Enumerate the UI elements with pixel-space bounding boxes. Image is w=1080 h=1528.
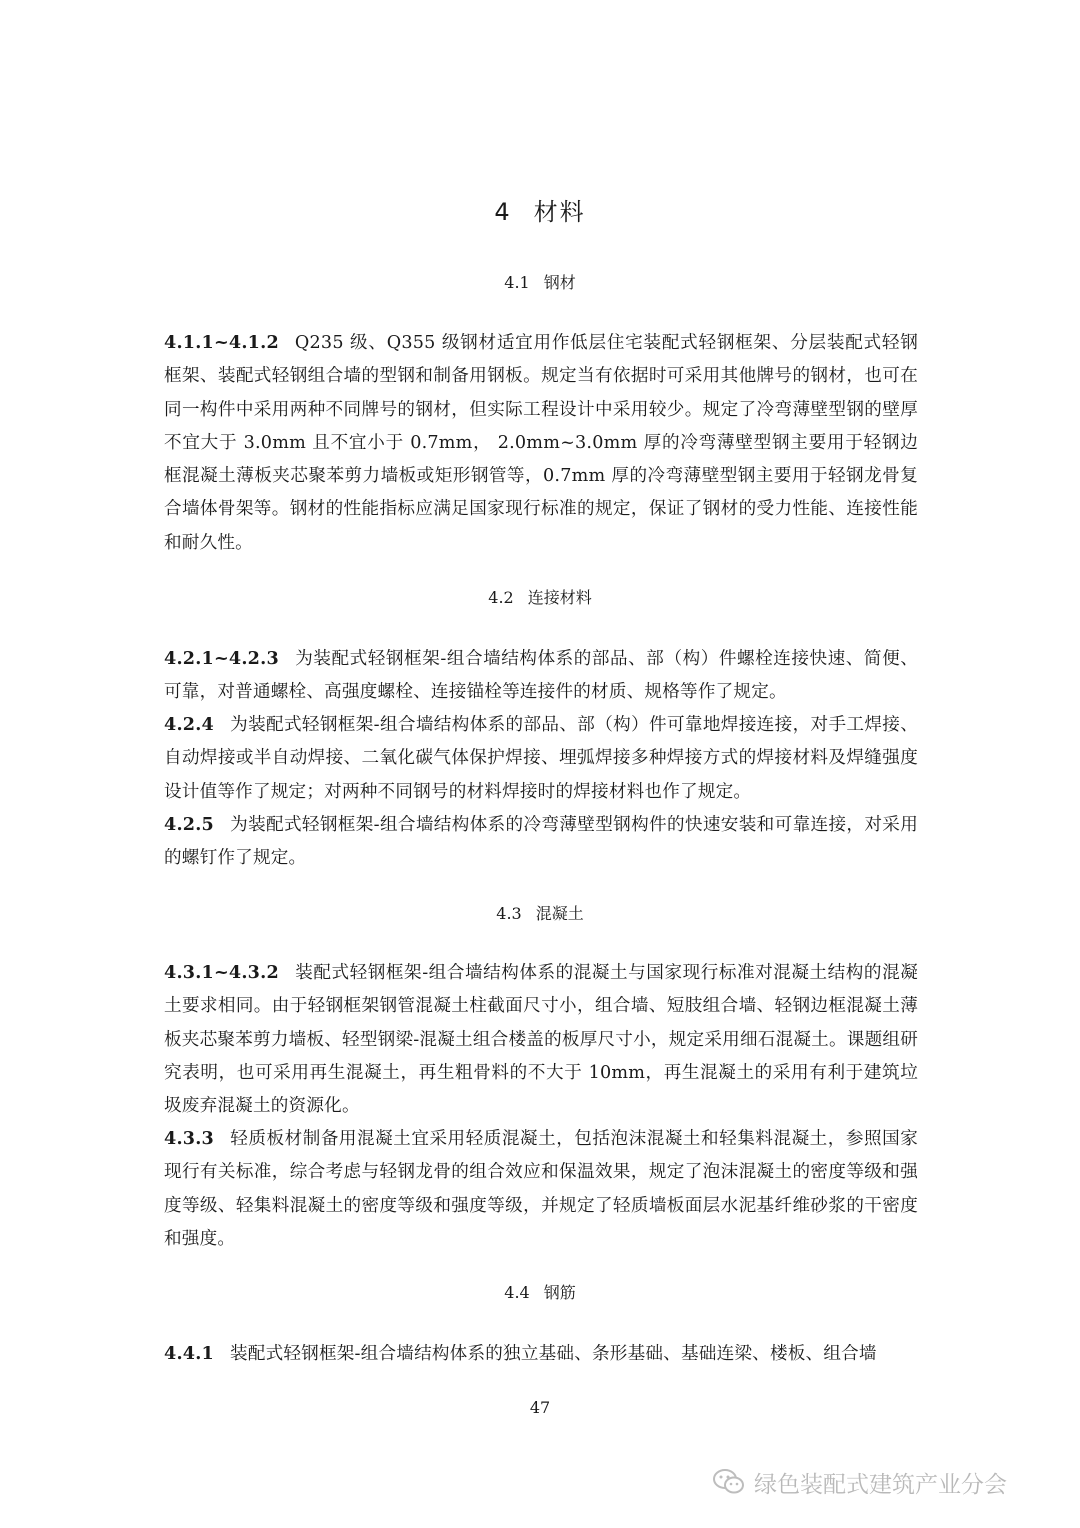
section-number: 4.3 — [496, 904, 522, 923]
clause-text: 为装配式轻钢框架-组合墙结构体系的冷弯薄壁型钢构件的快速安装和可靠连接，对采用的螺钉作了规定。 — [164, 815, 918, 869]
paragraph-4-2-1 — [164, 642, 918, 710]
watermark — [712, 1462, 1052, 1502]
clause-ref: 4.3.1~4.3.2 — [164, 962, 279, 983]
page-number: 47 — [529, 1398, 551, 1417]
clause-ref: 4.3.3 — [164, 1128, 214, 1149]
section-number: 4.1 — [504, 273, 530, 292]
clause-text: 为装配式轻钢框架-组合墙结构体系的部品、部（构）件可靠地焊接连接，对手工焊接、自动焊接或半自动焊接、二氧化碳气体保护焊接、埋弧焊接多种焊接方式的焊接材料及焊缝强度设计值等作了规定；对两种不同钢号的材料焊接时的焊接材料也作了规定。 — [164, 715, 918, 802]
paragraph-4-4-1 — [164, 1337, 918, 1371]
section-number: 4.2 — [488, 588, 514, 607]
clause-ref: 4.2.1~4.2.3 — [164, 648, 279, 669]
wechat-icon — [712, 1467, 746, 1497]
section-title-text: 混凝土 — [535, 904, 584, 923]
section-title-4-2 — [0, 585, 1080, 608]
clause-ref: 4.4.1 — [164, 1343, 214, 1364]
section-title-4-4 — [0, 1280, 1080, 1303]
clause-text: 为装配式轻钢框架-组合墙结构体系的部品、部（构）件螺栓连接快速、简便、可靠，对普通螺栓、高强度螺栓、连接锚栓等连接件的材质、规格等作了规定。 — [164, 649, 918, 703]
chapter-number: 4 — [494, 198, 512, 226]
paragraph-4-3-1 — [164, 956, 918, 1123]
section-number: 4.4 — [504, 1283, 530, 1302]
section-title-text: 钢筋 — [543, 1283, 576, 1302]
paragraph-4-2-5 — [164, 808, 918, 876]
watermark-text: 绿色装配式建筑产业分会 — [754, 1471, 1007, 1498]
clause-text: Q235 级、Q355 级钢材适宜用作低层住宅装配式轻钢框架、分层装配式轻钢框架、装配式轻钢组合墙的型钢和制备用钢板。规定当有依据时可采用其他牌号的钢材，也可在同一构件中采用两种不同牌号的钢材，但实际工程设计中采用较少。规定了冷弯薄壁型钢的壁厚不宜大于 3.0mm 且不宜小于 0.7mm， 2.0mm~3.0mm 厚的冷弯薄壁型钢主要用于轻钢边框混凝土薄板夹芯聚苯剪力墙板或矩形钢管等，0.7mm 厚的冷弯薄壁型钢主要用于轻钢龙骨复合墙体骨架等。钢材的性能指标应满足国家现行标准的规定，保证了钢材的受力性能、连接性能和耐久性。 — [164, 333, 918, 553]
section-title-text: 连接材料 — [527, 588, 592, 607]
section-title-4-1 — [0, 270, 1080, 293]
clause-ref: 4.1.1~4.1.2 — [164, 332, 279, 353]
clause-text: 装配式轻钢框架-组合墙结构体系的混凝土与国家现行标准对混凝土结构的混凝土要求相同。由于轻钢框架钢管混凝土柱截面尺寸小，组合墙、短肢组合墙、轻钢边框混凝土薄板夹芯聚苯剪力墙板、轻型钢梁-混凝土组合楼盖的板厚尺寸小，规定采用细石混凝土。课题组研究表明，也可采用再生混凝土，再生粗骨料的不大于 10mm，再生混凝土的采用有利于建筑垃圾废弃混凝土的资源化。 — [164, 963, 918, 1117]
chapter-title — [0, 192, 1080, 227]
clause-text: 装配式轻钢框架-组合墙结构体系的独立基础、条形基础、基础连梁、楼板、组合墙 — [229, 1344, 877, 1364]
paragraph-4-2-4 — [164, 708, 918, 809]
clause-ref: 4.2.4 — [164, 714, 214, 735]
chapter-title-text: 材料 — [533, 198, 586, 226]
paragraph-4-3-3 — [164, 1122, 918, 1256]
section-title-text: 钢材 — [543, 273, 576, 292]
paragraph-4-1-1 — [164, 326, 918, 560]
clause-ref: 4.2.5 — [164, 814, 214, 835]
clause-text: 轻质板材制备用混凝土宜采用轻质混凝土，包括泡沫混凝土和轻集料混凝土，参照国家现行有关标准，综合考虑与轻钢龙骨的组合效应和保温效果，规定了泡沫混凝土的密度等级和强度等级、轻集料混凝土的密度等级和强度等级，并规定了轻质墙板面层水泥基纤维砂浆的干密度和强度。 — [164, 1129, 918, 1249]
section-title-4-3 — [0, 901, 1080, 924]
